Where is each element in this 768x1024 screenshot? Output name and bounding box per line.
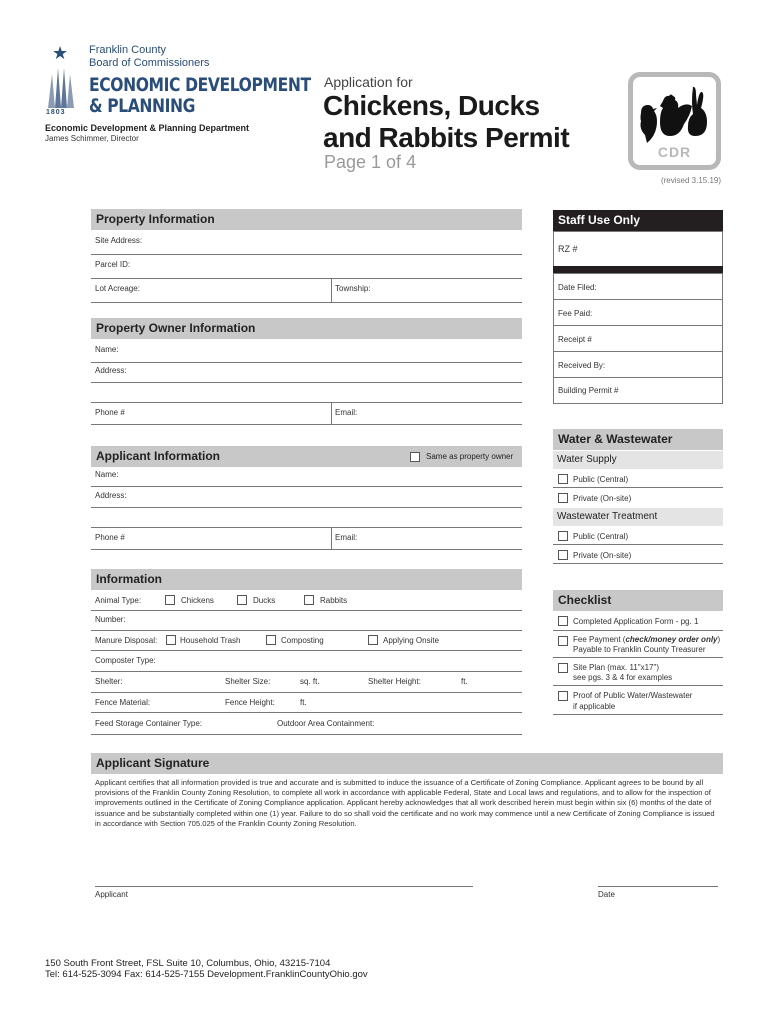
application-for-label: Application for [324, 74, 413, 90]
footer-contact: Tel: 614-525-3094 Fax: 614-525-7155 Development.FranklinCountyOhio.gov [45, 969, 368, 980]
manure-disposal-row [91, 631, 522, 651]
application-form-checkbox[interactable] [558, 616, 568, 626]
composter-type-field[interactable] [91, 651, 522, 672]
water-private-row [553, 488, 723, 507]
pillars-logo-icon [46, 64, 76, 108]
same-as-owner-checkbox[interactable] [410, 452, 420, 462]
applicant-info-header [91, 446, 522, 467]
signature-header: Applicant Signature [91, 753, 723, 774]
ww-public-row [553, 526, 723, 545]
divider [331, 279, 332, 303]
site-address-field[interactable] [91, 230, 522, 255]
staff-fields-box [553, 273, 723, 404]
sq-ft-unit: sq. ft. [300, 677, 320, 686]
animals-icon [633, 83, 716, 143]
fee-payment-label: Fee Payment ( [573, 635, 626, 644]
proof-water-label: Proof of Public Water/Wastewater [573, 691, 693, 700]
date-filed-label: Date Filed: [558, 283, 597, 292]
township-label: Township: [335, 284, 371, 293]
feed-storage-row [91, 713, 522, 735]
revised-date: (revised 3.15.19) [660, 176, 721, 185]
ft-unit: ft. [461, 677, 468, 686]
rabbits-label: Rabbits [320, 596, 348, 605]
page-title-line1: Chickens, Ducks [323, 90, 540, 121]
checklist-item [553, 611, 723, 631]
applicant-name-field[interactable] [91, 467, 522, 487]
fee-payment-checkbox[interactable] [558, 636, 568, 646]
water-private-checkbox[interactable] [558, 493, 568, 503]
property-info-header: Property Information [91, 209, 522, 230]
number-field[interactable] [91, 611, 522, 631]
owner-address-label: Address: [95, 366, 127, 375]
ducks-checkbox[interactable] [237, 595, 247, 605]
date-filed-field[interactable] [554, 274, 722, 300]
applicant-address-field[interactable] [91, 487, 522, 508]
checklist-item [553, 631, 723, 658]
applicant-signature-line[interactable] [95, 886, 473, 887]
received-by-field[interactable] [554, 352, 722, 378]
water-supply-subheader: Water Supply [553, 451, 723, 469]
shelter-row [91, 672, 522, 693]
ww-public-checkbox[interactable] [558, 531, 568, 541]
checklist-item [553, 658, 723, 686]
owner-info-header: Property Owner Information [91, 318, 522, 339]
checklist-item-label: Completed Application Form - pg. 1 [573, 617, 699, 626]
water-public-checkbox[interactable] [558, 474, 568, 484]
dept-logo-line2: & PLANNING [89, 95, 196, 117]
ww-private-row [553, 545, 723, 564]
owner-name-field[interactable] [91, 339, 522, 363]
fee-payment-emphasis: check/money order only [625, 635, 718, 644]
site-address-label: Site Address: [95, 236, 143, 245]
lot-acreage-label: Lot Acreage: [95, 284, 140, 293]
household-trash-label: Household Trash [180, 636, 241, 645]
site-plan-checkbox[interactable] [558, 663, 568, 673]
fence-material-label: Fence Material: [95, 698, 151, 707]
rz-label: RZ # [558, 244, 578, 254]
fee-paid-field[interactable] [554, 300, 722, 326]
shelter-height-label: Shelter Height: [368, 677, 421, 686]
owner-name-label: Name: [95, 345, 119, 354]
owner-email-label: Email: [335, 408, 358, 417]
building-permit-field[interactable] [554, 378, 722, 403]
received-by-label: Received By: [558, 361, 606, 370]
site-plan-label: Site Plan (max. 11"x17") [573, 663, 660, 672]
footer-address: 150 South Front Street, FSL Suite 10, Columbus, Ohio, 43215-7104 [45, 958, 331, 969]
manure-disposal-label: Manure Disposal: [95, 636, 158, 645]
page-indicator: Page 1 of 4 [324, 152, 417, 172]
certification-text: Applicant certifies that all information provided is true and accurate and is submitted to induce the issuance of a Certificate of Zoning Compliance. Applicant agrees to be bound by all provisions of the Franklin County Zoning Resolution, to complete all work in accordance with applicable Federal, State and Local laws and regulations, and to allow for the inspection of improvements outlined in the Certificate of Zoning Compliance application. Applicant hereby acknowledges that all work described herein must begin within six (6) months of the date of issuance and be substantially completed within one (1) year. Failure to do so shall void the certificate and no work may commence until a new Certificate of Zoning Compliance is issued in accordance with Section 705.025 of the Franklin County Zoning Resolution. [95, 778, 715, 828]
fence-row [91, 693, 522, 713]
water-public-row [553, 469, 723, 488]
checklist-item-label [573, 635, 720, 644]
checklist-item [553, 686, 723, 715]
staff-use-header: Staff Use Only [553, 210, 723, 231]
fee-payment-close: ) [717, 635, 721, 644]
owner-address-line2[interactable] [91, 383, 522, 403]
wastewater-subheader: Wastewater Treatment [553, 508, 723, 526]
composter-type-label: Composter Type: [95, 656, 156, 665]
date-signature-line[interactable] [598, 886, 718, 887]
org-name-line2: Board of Commissioners [89, 57, 210, 69]
animal-type-row [91, 590, 522, 611]
owner-address-field[interactable] [91, 363, 522, 383]
proof-water-note: if applicable [573, 702, 616, 711]
applicant-contact-row [91, 528, 522, 550]
chickens-checkbox[interactable] [165, 595, 175, 605]
applying-onsite-label: Applying Onsite [383, 636, 440, 645]
owner-phone-label: Phone # [95, 408, 125, 417]
applicant-address-line2[interactable] [91, 508, 522, 528]
shelter-label: Shelter: [95, 677, 123, 686]
shelter-size-label: Shelter Size: [225, 677, 271, 686]
household-trash-checkbox[interactable] [166, 635, 176, 645]
date-signature-label: Date [598, 890, 615, 899]
proof-water-checkbox[interactable] [558, 691, 568, 701]
applicant-name-label: Name: [95, 470, 119, 479]
applicant-email-label: Email: [335, 533, 358, 542]
water-public-label: Public (Central) [573, 475, 629, 484]
composting-checkbox[interactable] [266, 635, 276, 645]
fee-payment-note: Payable to Franklin County Treasurer [573, 645, 706, 654]
ww-public-label: Public (Central) [573, 532, 629, 541]
department-name: Economic Development & Planning Department [45, 123, 250, 133]
composting-label: Composting [281, 636, 324, 645]
feed-storage-label: Feed Storage Container Type: [95, 719, 203, 728]
ducks-label: Ducks [253, 596, 276, 605]
divider [331, 403, 332, 425]
receipt-field[interactable] [554, 326, 722, 352]
owner-contact-row [91, 403, 522, 425]
animal-type-label: Animal Type: [95, 596, 142, 605]
parcel-id-label: Parcel ID: [95, 260, 131, 269]
water-header: Water & Wastewater [553, 429, 723, 450]
rz-number-field[interactable] [553, 231, 723, 267]
applicant-signature-label: Applicant [95, 890, 128, 899]
ww-private-label: Private (On-site) [573, 551, 632, 560]
applicant-info-title: Applicant Information [96, 449, 220, 463]
information-header: Information [91, 569, 522, 590]
director-name: James Schimmer, Director [45, 134, 139, 143]
ww-private-checkbox[interactable] [558, 550, 568, 560]
chickens-label: Chickens [181, 596, 214, 605]
rabbits-checkbox[interactable] [304, 595, 314, 605]
page-title-line2: and Rabbits Permit [323, 122, 570, 153]
number-label: Number: [95, 615, 126, 624]
logo-year: 1803 [46, 109, 66, 116]
dept-logo-line1: ECONOMIC DEVELOPMENT [89, 74, 311, 96]
parcel-id-field[interactable] [91, 255, 522, 279]
fence-height-label: Fence Height: [225, 698, 275, 707]
ft-unit: ft. [300, 698, 307, 707]
divider [331, 528, 332, 550]
org-name-line1: Franklin County [89, 44, 167, 56]
lot-acreage-row [91, 279, 522, 303]
cdr-badge-text: CDR [657, 144, 692, 160]
applying-onsite-checkbox[interactable] [368, 635, 378, 645]
outdoor-area-label: Outdoor Area Containment: [277, 719, 375, 728]
applicant-phone-label: Phone # [95, 533, 125, 542]
applicant-address-label: Address: [95, 491, 127, 500]
fee-paid-label: Fee Paid: [558, 309, 593, 318]
site-plan-note: see pgs. 3 & 4 for examples [573, 673, 673, 682]
checklist-header: Checklist [553, 590, 723, 611]
same-as-owner-label: Same as property owner [426, 452, 514, 461]
receipt-label: Receipt # [558, 335, 592, 344]
building-permit-label: Building Permit # [558, 386, 619, 395]
star-icon: ★ [52, 43, 69, 63]
water-private-label: Private (On-site) [573, 494, 632, 503]
